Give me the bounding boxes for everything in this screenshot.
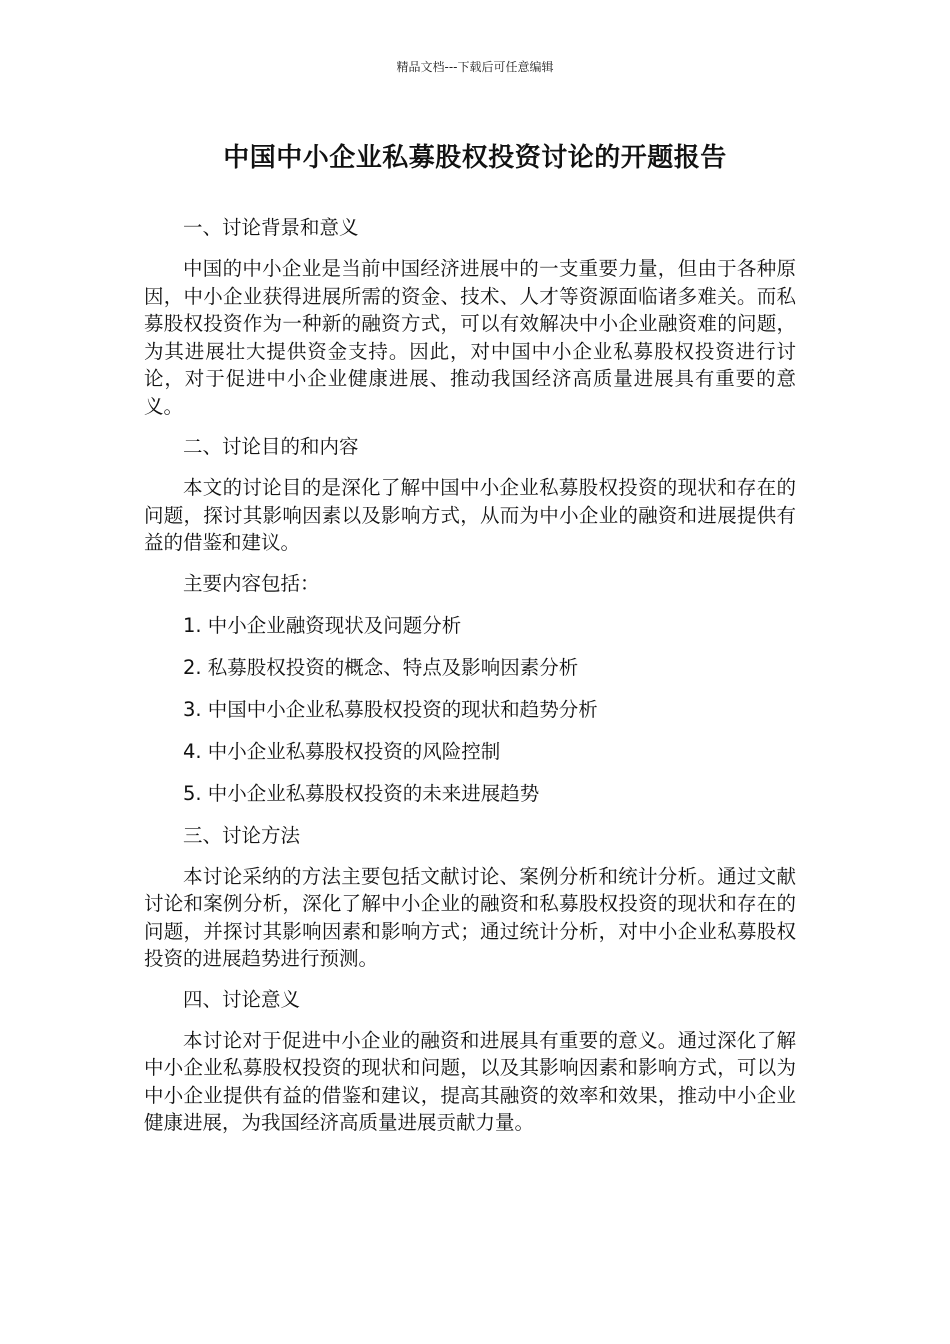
section-heading-purpose: 二、讨论目的和内容 [183,435,359,458]
page-header: 精品文档---下载后可任意编辑 [396,60,554,74]
paragraph-background: 中国的中小企业是当前中国经济进展中的一支重要力量，但由于各种原因，中小企业获得进展所需的资金、技术、人才等资源面临诸多难关。而私募股权投资作为一种新的融资方式，可以有效解决中小企业融资难的问题，为其进展壮大提供资金支持。因此，对中国中小企业私募股权投资进行讨论，对于促进中小企业健康进展、推动我国经济高质量进展具有重要的意义。 [144,257,796,418]
list-item: 5. 中小企业私募股权投资的未来进展趋势 [183,781,540,805]
document-body [144,214,796,1150]
section-heading-significance: 四、讨论意义 [183,987,301,1011]
document-title: 中国中小企业私募股权投资讨论的开题报告 [223,143,727,173]
list-intro: 主要内容包括： [183,571,320,595]
list-item: 3. 中国中小企业私募股权投资的现状和趋势分析 [183,697,598,721]
list-item: 4. 中小企业私募股权投资的风险控制 [183,739,501,763]
paragraph-significance: 本讨论对于促进中小企业的融资和进展具有重要的意义。通过深化了解中小企业私募股权投资的现状和问题，以及其影响因素和影响方式，可以为中小企业提供有益的借鉴和建议，提高其融资的效率和效果，推动中小企业健康进展，为我国经济高质量进展贡献力量。 [144,1028,796,1134]
list-item: 1. 中小企业融资现状及问题分析 [183,613,462,637]
paragraph-methods: 本讨论采纳的方法主要包括文献讨论、案例分析和统计分析。通过文献讨论和案例分析，深化了解中小企业的融资和私募股权投资的现状和存在的问题，并探讨其影响因素和影响方式；通过统计分析，对中小企业私募股权投资的进展趋势进行预测。 [144,864,796,970]
list-item: 2. 私募股权投资的概念、特点及影响因素分析 [183,655,579,679]
section-heading-background: 一、讨论背景和意义 [183,216,359,239]
paragraph-purpose: 本文的讨论目的是深化了解中国中小企业私募股权投资的现状和存在的问题，探讨其影响因素以及影响方式，从而为中小企业的融资和进展提供有益的借鉴和建议。 [144,476,796,554]
section-heading-methods: 三、讨论方法 [183,823,301,847]
